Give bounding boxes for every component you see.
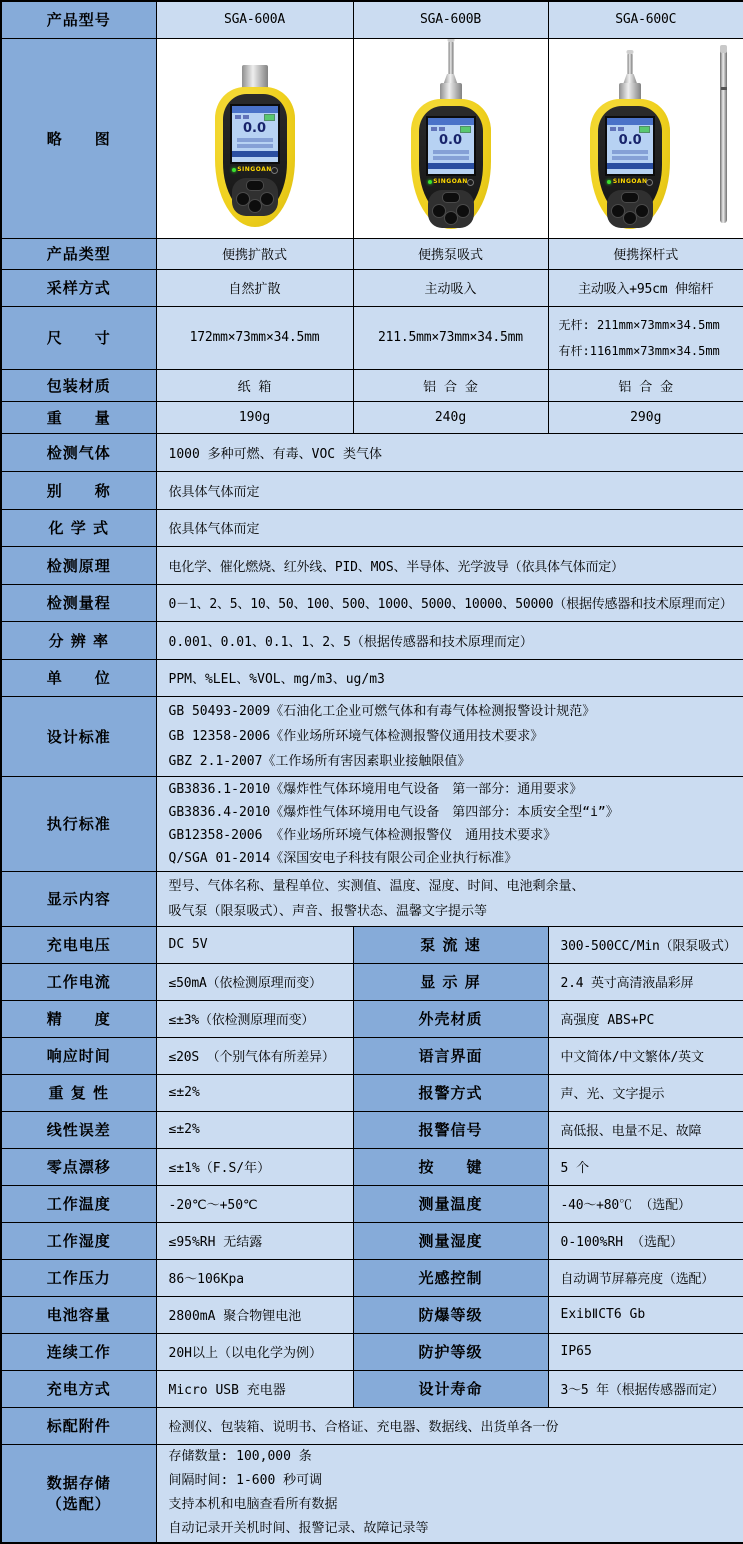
header-label: 产品型号	[1, 1, 156, 38]
design-standard-1: GB 50493-2009《石油化工企业可燃气体和有毒气体检测报警设计规范》	[168, 703, 596, 719]
row-pair-8: 工作温度 -20℃～+50℃ 测量温度 -40～+80℃ （选配）	[1, 1185, 743, 1222]
power-icon	[271, 167, 278, 174]
row-pair-5: 重 复 性 ≤±2% 报警方式 声、光、文字提示	[1, 1074, 743, 1111]
speaker-icon	[235, 115, 241, 119]
row-design-standards: 设计标准 GB 50493-2009《石油化工企业可燃气体和有毒气体检测报警设计规范》 GB 12358-2006《作业场所环境气体检测报警仪通用技术要求》 GBZ 2.1-2007《工作场所有害因素职业接触限值》	[1, 696, 743, 776]
size-with-rod: 有杆:1161mm×73mm×34.5mm	[558, 343, 720, 358]
power-icon	[467, 179, 474, 186]
fan-icon	[618, 127, 624, 131]
fan-icon	[439, 127, 445, 131]
device-screen	[426, 116, 476, 176]
screen-reading: 0.0	[618, 133, 642, 148]
model-b: SGA-600B	[353, 1, 548, 38]
device-screen	[605, 116, 655, 176]
row-pair-2: 工作电流 ≤50mA（依检测原理而变） 显 示 屏 2.4 英寸高清液晶彩屏	[1, 963, 743, 1000]
exec-standard-2: GB3836.4-2010《爆炸性气体环境用电气设备 第四部分：本质安全型“i”》	[168, 804, 619, 820]
row-pair-11: 电池容量 2800mA 聚合物锂电池 防爆等级 ExibⅡCT6 Gb	[1, 1296, 743, 1333]
storage-interval: 间隔时间: 1-600 秒可调	[168, 1473, 323, 1489]
exec-standard-1: GB3836.1-2010《爆炸性气体环境用电气设备 第一部分：通用要求》	[168, 781, 583, 797]
storage-label-line2: （选配）	[46, 1495, 111, 1514]
sensor-cap	[242, 65, 268, 89]
button-cluster	[232, 178, 278, 216]
button-cluster	[607, 190, 653, 228]
button-cluster	[428, 190, 474, 228]
row-pair-3: 精 度 ≤±3%（依检测原理而变） 外壳材质 高强度 ABS+PC	[1, 1000, 743, 1037]
sketch-label: 略 图	[1, 38, 156, 238]
battery-icon	[264, 114, 275, 121]
product-image-sga600c	[580, 43, 680, 233]
exec-standard-4: Q/SGA 01-2014《深国安电子科技有限公司企业执行标准》	[168, 850, 518, 866]
battery-icon	[639, 126, 650, 133]
row-product-type: 产品类型 便携扩散式 便携泵吸式 便携探杆式	[1, 238, 743, 269]
menu-button	[621, 192, 639, 203]
header-row	[1, 1, 743, 38]
row-pair-6: 线性误差 ≤±2% 报警信号 高低报、电量不足、故障	[1, 1111, 743, 1148]
speaker-icon	[431, 127, 437, 131]
telescopic-rod	[720, 47, 727, 223]
row-pair-4: 响应时间 ≤20S （个别气体有所差异） 语言界面 中文简体/中文繁体/英文	[1, 1037, 743, 1074]
design-standard-3: GBZ 2.1-2007《工作场所有害因素职业接触限值》	[168, 753, 471, 769]
row-resolution: 分 辨 率 0.001、0.01、0.1、1、2、5（根据传感器和技术原理而定）	[1, 621, 743, 659]
row-pair-9: 工作湿度 ≤95%RH 无结露 测量湿度 0-100%RH （选配）	[1, 1222, 743, 1259]
row-unit: 单 位 PPM、%LEL、%VOL、mg/m3、ug/m3	[1, 659, 743, 696]
fan-icon	[243, 115, 249, 119]
row-pair-12: 连续工作 20H以上（以电化学为例） 防护等级 IP65	[1, 1333, 743, 1370]
storage-count: 存储数量: 100,000 条	[168, 1449, 312, 1465]
row-principle: 检测原理 电化学、催化燃烧、红外线、PID、MOS、半导体、光学波导（依具体气体而定）	[1, 546, 743, 584]
menu-button	[442, 192, 460, 203]
menu-button	[246, 180, 264, 191]
sketch-row	[1, 38, 743, 238]
speaker-icon	[610, 127, 616, 131]
row-formula: 化 学 式 依具体气体而定	[1, 509, 743, 546]
row-data-storage	[1, 1444, 743, 1543]
row-weight: 重 量 190g 240g 290g	[1, 401, 743, 433]
row-sampling: 采样方式 自然扩散 主动吸入 主动吸入+95cm 伸缩杆	[1, 269, 743, 306]
storage-label-line1: 数据存储	[46, 1474, 111, 1493]
row-display-content: 显示内容 型号、气体名称、量程单位、实测值、温度、湿度、时间、电池剩余量、 吸气泵（限泵吸式）、声音、报警状态、温馨文字提示等	[1, 871, 743, 926]
row-alias: 别 称 依具体气体而定	[1, 471, 743, 509]
row-range: 检测量程 0－1、2、5、10、50、100、500、1000、5000、10000、50000（根据传感器和技术原理而定）	[1, 584, 743, 621]
brand-logo: SINGOAN	[433, 178, 468, 185]
row-pair-7: 零点漂移 ≤±1%（F.S/年） 按 键 5 个	[1, 1148, 743, 1185]
power-icon	[646, 179, 653, 186]
model-a: SGA-600A	[156, 1, 353, 38]
row-pair-10: 工作压力 86～106Kpa 光感控制 自动调节屏幕亮度（选配）	[1, 1259, 743, 1296]
screen-reading: 0.0	[438, 133, 463, 148]
brand-logo: SINGOAN	[612, 178, 648, 185]
product-image-sga600b	[401, 43, 501, 233]
exec-standard-3: GB12358-2006 《作业场所环境气体检测报警仪 通用技术要求》	[168, 827, 557, 843]
row-size: 尺 寸 172mm×73mm×34.5mm 211.5mm×73mm×34.5mm 无杆: 211mm×73mm×34.5mm 有杆:1161mm×73mm×34.5mm	[1, 306, 743, 369]
model-c: SGA-600C	[548, 1, 743, 38]
product-image-sga600a	[205, 43, 305, 233]
row-gases: 检测气体 1000 多种可燃、有毒、VOC 类气体	[1, 433, 743, 471]
screen-reading: 0.0	[242, 121, 267, 136]
size-no-rod: 无杆: 211mm×73mm×34.5mm	[558, 317, 720, 332]
device-screen	[230, 104, 280, 164]
row-exec-standards: 执行标准 GB3836.1-2010《爆炸性气体环境用电气设备 第一部分：通用要求》 GB3836.4-2010《爆炸性气体环境用电气设备 第四部分：本质安全型“i”》 GB12358-2006 《作业场所环境气体检测报警仪 通用技术要求》 Q/SGA 01-2014《深国安电子科技有限公司企业执行标准》	[1, 776, 743, 871]
row-packaging: 包装材质 纸 箱 铝 合 金 铝 合 金	[1, 369, 743, 401]
battery-icon	[460, 126, 471, 133]
storage-records: 自动记录开关机时间、报警记录、故障记录等	[168, 1521, 429, 1537]
storage-view: 支持本机和电脑查看所有数据	[168, 1497, 338, 1513]
brand-logo: SINGOAN	[237, 166, 272, 173]
row-pair-13: 充电方式 Micro USB 充电器 设计寿命 3～5 年（根据传感器而定）	[1, 1370, 743, 1407]
design-standard-2: GB 12358-2006《作业场所环境气体检测报警仪通用技术要求》	[168, 728, 544, 744]
row-accessories: 标配附件 检测仪、包装箱、说明书、合格证、充电器、数据线、出货单各一份	[1, 1407, 743, 1444]
row-pair-1: 充电电压 DC 5V 泵 流 速 300-500CC/Min（限泵吸式）	[1, 926, 743, 963]
